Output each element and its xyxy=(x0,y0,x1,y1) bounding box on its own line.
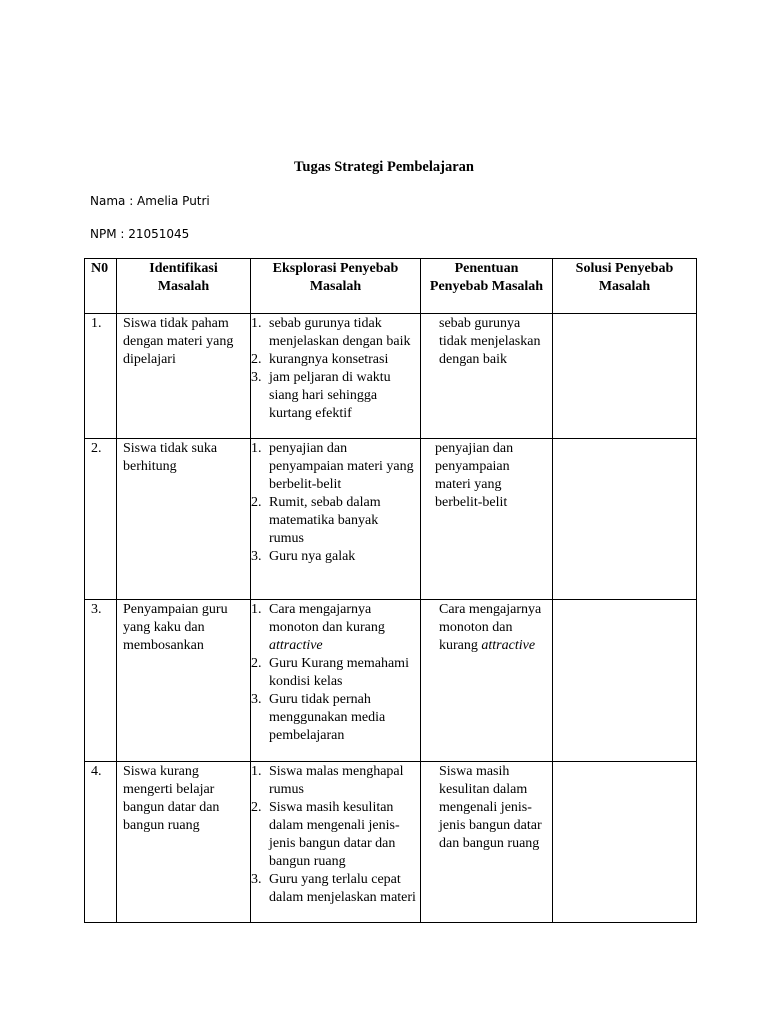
header-eksplorasi: Eksplorasi Penyebab Masalah xyxy=(251,259,421,314)
eksplorasi-cell xyxy=(251,600,421,762)
list-item: 2. Siswa masih kesulitan dalam mengenali jenis-jenis bangun datar dan bangun ruang xyxy=(251,800,400,869)
list-item: 3. Guru yang terlalu cepat dalam menjelaskan materi xyxy=(251,872,416,905)
list-item: 3. Guru nya galak xyxy=(251,549,356,564)
table-header-row xyxy=(85,259,697,314)
row-number: 4. xyxy=(85,762,117,923)
table-row xyxy=(85,600,697,762)
solusi-cell xyxy=(553,439,697,600)
identifikasi-cell: Penyampaian guru yang kaku dan membosankan xyxy=(117,600,251,762)
list-item: 1. Siswa malas menghapal rumus xyxy=(251,764,404,797)
table-row xyxy=(85,762,697,923)
penentuan-cell: penyajian dan penyampaian materi yang berbelit-belit xyxy=(421,439,553,600)
eksplorasi-cell xyxy=(251,439,421,600)
solusi-cell xyxy=(553,600,697,762)
row-number: 3. xyxy=(85,600,117,762)
eksplorasi-cell xyxy=(251,762,421,923)
row-number: 1. xyxy=(85,314,117,439)
list-item: 1. sebab gurunya tidak menjelaskan dengan baik xyxy=(251,316,411,349)
list-item: 1. penyajian dan penyampaian materi yang berbelit-belit xyxy=(251,441,414,492)
student-name: Nama : Amelia Putri xyxy=(90,194,210,208)
eksplorasi-list xyxy=(251,440,416,566)
eksplorasi-list xyxy=(251,763,416,907)
document-title: Tugas Strategi Pembelajaran xyxy=(294,159,474,175)
penentuan-cell: Siswa masih kesulitan dalam mengenali jenis-jenis bangun datar dan bangun ruang xyxy=(421,762,553,923)
solusi-cell xyxy=(553,314,697,439)
table-row xyxy=(85,314,697,439)
list-item: 2. kurangnya konsetrasi xyxy=(251,352,389,367)
identifikasi-cell: Siswa kurang mengerti belajar bangun datar dan bangun ruang xyxy=(117,762,251,923)
identifikasi-cell: Siswa tidak paham dengan materi yang dipelajari xyxy=(117,314,251,439)
list-item: 2. Guru Kurang memahami kondisi kelas xyxy=(251,656,409,689)
header-identifikasi: Identifikasi Masalah xyxy=(117,259,251,314)
row-number: 2. xyxy=(85,439,117,600)
list-item: 1. Cara mengajarnya monoton dan kurang attractive xyxy=(251,602,385,653)
table-row xyxy=(85,439,697,600)
eksplorasi-cell xyxy=(251,314,421,439)
problem-analysis-table xyxy=(84,258,697,923)
eksplorasi-list xyxy=(251,601,416,745)
list-item: 3. Guru tidak pernah menggunakan media pembelajaran xyxy=(251,692,386,743)
eksplorasi-list xyxy=(251,315,416,423)
identifikasi-cell: Siswa tidak suka berhitung xyxy=(117,439,251,600)
header-solusi: Solusi Penyebab Masalah xyxy=(553,259,697,314)
student-npm: NPM : 21051045 xyxy=(90,227,190,241)
penentuan-cell: sebab gurunya tidak menjelaskan dengan baik xyxy=(421,314,553,439)
header-no: N0 xyxy=(85,259,117,314)
header-penentuan: Penentuan Penyebab Masalah xyxy=(421,259,553,314)
list-item: 2. Rumit, sebab dalam matematika banyak rumus xyxy=(251,495,381,546)
list-item: 3. jam peljaran di waktu siang hari sehingga kurtang efektif xyxy=(251,370,391,421)
solusi-cell xyxy=(553,762,697,923)
penentuan-cell: Cara mengajarnya monoton dan kurang attractive xyxy=(421,600,553,762)
